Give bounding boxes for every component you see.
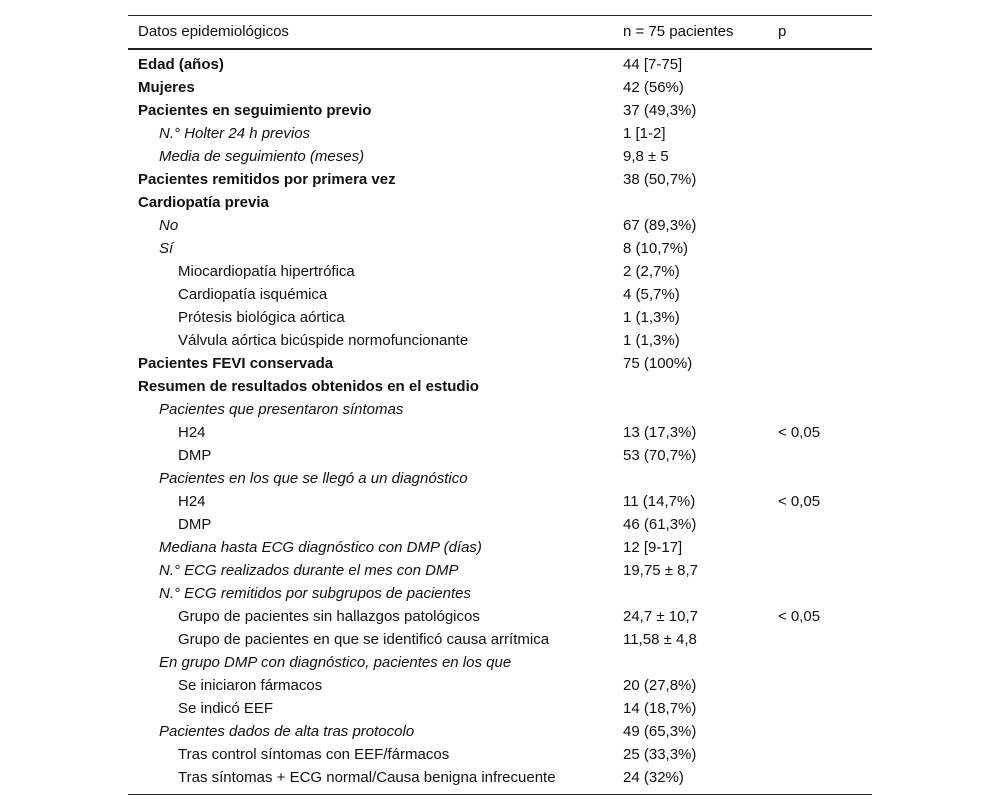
row-label: Resumen de resultados obtenidos en el estudio	[138, 378, 479, 395]
table-row	[128, 76, 872, 99]
table-row	[128, 743, 872, 766]
table-row	[128, 260, 872, 283]
row-label: Grupo de pacientes sin hallazgos patológicos	[178, 608, 480, 625]
row-label: N.° Holter 24 h previos	[159, 125, 311, 142]
table-row	[128, 766, 872, 789]
row-value: 75 (100%)	[623, 355, 693, 372]
table-row	[128, 214, 872, 237]
row-p-value: < 0,05	[778, 424, 821, 441]
row-value: 4 (5,7%)	[623, 286, 680, 303]
row-label: Mediana hasta ECG diagnóstico con DMP (días)	[159, 539, 482, 556]
row-label: Media de seguimiento (meses)	[159, 148, 365, 165]
table-row	[128, 352, 872, 375]
table-row	[128, 53, 872, 76]
table-row	[128, 306, 872, 329]
row-value: 11 (14,7%)	[623, 493, 696, 510]
table-row	[128, 145, 872, 168]
row-label: Pacientes en seguimiento previo	[138, 102, 372, 119]
table-row	[128, 444, 872, 467]
row-value: 46 (61,3%)	[623, 516, 697, 533]
table-row	[128, 720, 872, 743]
row-label: N.° ECG realizados durante el mes con DMP	[159, 562, 459, 579]
row-value: 25 (33,3%)	[623, 746, 697, 763]
table-row	[128, 191, 872, 214]
row-p-value: < 0,05	[778, 608, 821, 625]
row-value: 20 (27,8%)	[623, 677, 697, 694]
row-label: H24	[178, 424, 206, 441]
row-label: Se indicó EEF	[178, 700, 274, 717]
header-datos: Datos epidemiológicos	[138, 23, 289, 40]
table-row	[128, 559, 872, 582]
row-label: Grupo de pacientes en que se identificó causa arrítmica	[178, 631, 550, 648]
row-value: 1 (1,3%)	[623, 332, 680, 349]
table-row	[128, 237, 872, 260]
row-value: 14 (18,7%)	[623, 700, 697, 717]
header-n-pacientes: n = 75 pacientes	[623, 23, 734, 40]
table-row	[128, 651, 872, 674]
row-value: 1 [1-2]	[623, 125, 666, 142]
table-body	[128, 50, 872, 795]
row-value: 13 (17,3%)	[623, 424, 697, 441]
header-p: p	[778, 23, 787, 40]
row-label: DMP	[178, 447, 212, 464]
epidemiological-table	[128, 15, 872, 795]
row-label: Tras control síntomas con EEF/fármacos	[178, 746, 450, 763]
row-label: Cardiopatía isquémica	[178, 286, 328, 303]
row-value: 9,8 ± 5	[623, 148, 669, 165]
table-row	[128, 536, 872, 559]
table-row	[128, 421, 872, 444]
row-value: 49 (65,3%)	[623, 723, 697, 740]
table-row	[128, 582, 872, 605]
table-row	[128, 490, 872, 513]
row-label: H24	[178, 493, 206, 510]
row-value: 42 (56%)	[623, 79, 684, 96]
table-row	[128, 674, 872, 697]
table-header	[128, 16, 872, 50]
row-value: 67 (89,3%)	[623, 217, 697, 234]
row-value: 12 [9-17]	[623, 539, 683, 556]
row-label: Cardiopatía previa	[138, 194, 269, 211]
table-row	[128, 99, 872, 122]
row-value: 53 (70,7%)	[623, 447, 697, 464]
table-row	[128, 283, 872, 306]
row-value: 1 (1,3%)	[623, 309, 680, 326]
row-value: 38 (50,7%)	[623, 171, 697, 188]
row-label: Se iniciaron fármacos	[178, 677, 323, 694]
row-label: Pacientes remitidos por primera vez	[138, 171, 396, 188]
table-row	[128, 168, 872, 191]
row-value: 8 (10,7%)	[623, 240, 689, 257]
row-label: Válvula aórtica bicúspide normofuncionante	[178, 332, 469, 349]
table-row	[128, 697, 872, 720]
row-value: 24 (32%)	[623, 769, 684, 786]
table-row	[128, 375, 872, 398]
row-label: Pacientes que presentaron síntomas	[159, 401, 404, 418]
row-label: Mujeres	[138, 79, 195, 96]
row-value: 19,75 ± 8,7	[623, 562, 698, 579]
row-value: 2 (2,7%)	[623, 263, 680, 280]
row-label: Pacientes FEVI conservada	[138, 355, 334, 372]
row-value: 44 [7-75]	[623, 56, 683, 73]
row-label: Prótesis biológica aórtica	[178, 309, 345, 326]
row-label: Edad (años)	[138, 56, 224, 73]
row-label: Miocardiopatía hipertrófica	[178, 263, 355, 280]
table-row	[128, 329, 872, 352]
row-p-value: < 0,05	[778, 493, 821, 510]
row-label: En grupo DMP con diagnóstico, pacientes en los que	[159, 654, 512, 671]
row-label: No	[159, 217, 179, 234]
row-value: 11,58 ± 4,8	[623, 631, 697, 648]
row-value: 24,7 ± 10,7	[623, 608, 698, 625]
table-row	[128, 122, 872, 145]
row-label: Sí	[159, 240, 174, 257]
table-row	[128, 605, 872, 628]
table-row	[128, 628, 872, 651]
table-row	[128, 467, 872, 490]
row-label: N.° ECG remitidos por subgrupos de pacientes	[159, 585, 471, 602]
row-label: Tras síntomas + ECG normal/Causa benigna infrecuente	[178, 769, 556, 786]
row-value: 37 (49,3%)	[623, 102, 697, 119]
row-label: Pacientes dados de alta tras protocolo	[159, 723, 415, 740]
table-row	[128, 513, 872, 536]
row-label: Pacientes en los que se llegó a un diagnóstico	[159, 470, 468, 487]
row-label: DMP	[178, 516, 212, 533]
table-row	[128, 398, 872, 421]
